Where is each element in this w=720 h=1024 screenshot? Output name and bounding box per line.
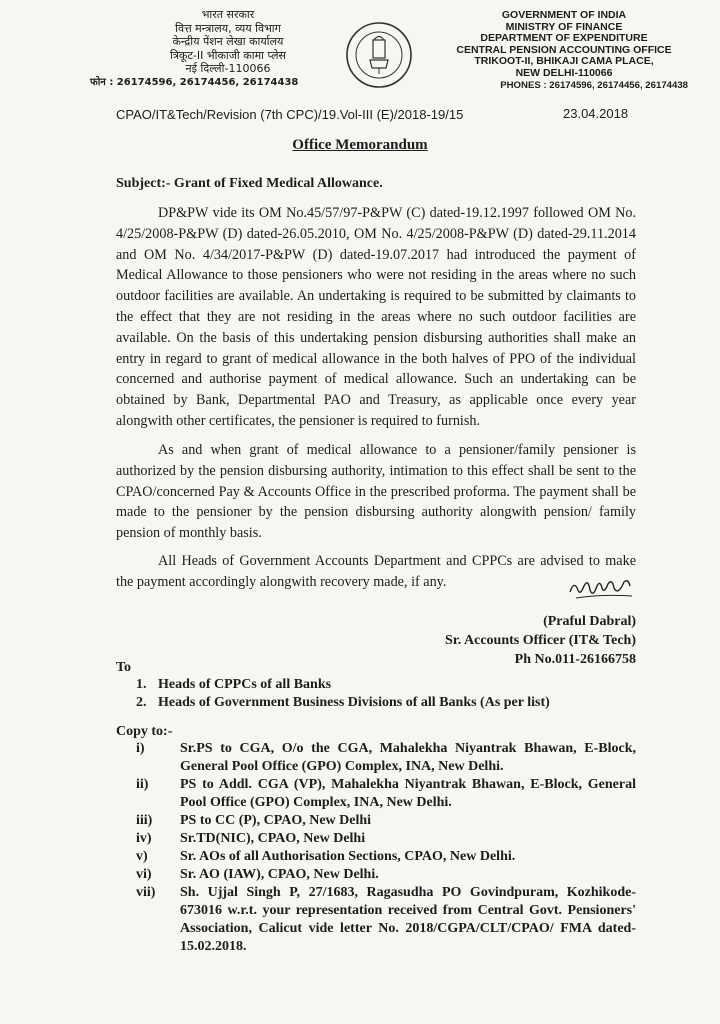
list-item	[136, 676, 696, 694]
item-number: iii)	[136, 813, 153, 828]
item-number: ii)	[136, 777, 149, 792]
reference-number: CPAO/IT&Tech/Revision (7th CPC)/19.Vol-III (E)/2018-19/15	[116, 107, 464, 122]
handwritten-signature-icon	[566, 574, 636, 604]
list-item	[136, 848, 636, 866]
item-text: Sh. Ujjal Singh P, 27/1683, Ragasudha PO Govindpuram, Kozhikode-673016 w.r.t. your representation received from Central Govt. Pensioners' Association, Calicut vide letter No. 2018/CGPA/CLT/CPAO/ FMA dated-15.02.2018.	[180, 885, 636, 954]
body-paragraph-1: DP&PW vide its OM No.45/57/97-P&PW (C) dated-19.12.1997 followed OM No. 4/25/2008-P&PW (D) dated-26.05.2010, OM No. 4/25/2008-P&PW (D) dated-29.11.2014 and OM No. 4/34/2017-P&PW (D) dated-19.07.2017 had introduced the payment of Medical Allowance to those pensioners who were not residing in the areas where no such outdoor facilities are available. An undertaking is required to be submitted by claimants to the effect that they are not residing in the areas where no such outdoor facilities are available. On the basis of this undertaking pension disbursing authorities shall make an entry in regard to grant of medical allowance in the both halves of PPO of the individual concerned and authorise payment of medical allowance. Such an undertaking can be obtained by Bank, Departmental PAO and Treasury, as applicable once every year alongwith other certificates, the pensioner is required to furnish.	[116, 205, 636, 429]
memo-date: 23.04.2018	[563, 106, 629, 121]
item-number: 2.	[136, 695, 147, 710]
item-number: iv)	[136, 831, 152, 846]
body-paragraph-2: As and when grant of medical allowance to a pensioner/family pensioner is authorized by the pension disbursing authority, intimation to this effect shall be sent to the CPAO/concerned Pay & Accounts Office in the prescribed proforma. The payment shall be made to the pensioner by the pension disbursing authority alongwith pension/ family pension of monthly basis.	[116, 442, 636, 542]
item-text: Sr. AO (IAW), CPAO, New Delhi.	[180, 867, 379, 882]
hindi-line: त्रिकूट-II भीकाजी कामा प्लेस	[170, 48, 286, 62]
to-label: To	[116, 660, 132, 675]
english-line: CENTRAL PENSION ACCOUNTING OFFICE	[456, 43, 672, 56]
hindi-phone: फोन : 26174596, 26174456, 26174438	[90, 76, 299, 88]
signatory-name: (Praful Dabral)	[543, 614, 636, 629]
signatory-block	[430, 612, 636, 669]
item-text: Heads of CPPCs of all Banks	[158, 677, 332, 692]
list-item	[136, 740, 636, 776]
item-text: Sr. AOs of all Authorisation Sections, CPAO, New Delhi.	[180, 849, 516, 864]
hindi-line: वित्त मन्त्रालय, व्यय विभाग	[175, 21, 281, 35]
to-list	[136, 676, 696, 712]
english-line: MINISTRY OF FINANCE	[505, 20, 623, 33]
item-number: i)	[136, 741, 145, 756]
item-text: Sr.TD(NIC), CPAO, New Delhi	[180, 831, 366, 846]
emblem-seal-icon	[344, 20, 414, 90]
hindi-line: भारत सरकार	[201, 8, 255, 21]
english-phone: PHONES : 26174596, 26174456, 26174438	[500, 79, 688, 91]
english-line: GOVERNMENT OF INDIA	[501, 9, 627, 21]
item-number: v)	[136, 849, 148, 864]
english-line: TRIKOOT-II, BHIKAJI CAMA PLACE,	[474, 55, 654, 68]
item-text: Sr.PS to CGA, O/o the CGA, Mahalekha Niyantrak Bhawan, E-Block, General Pool Office (GPO) Complex, INA, New Delhi.	[180, 741, 636, 774]
item-text: PS to CC (P), CPAO, New Delhi	[180, 813, 372, 828]
list-item	[136, 776, 636, 812]
hindi-letterhead	[90, 8, 348, 89]
item-text: PS to Addl. CGA (VP), Mahalekha Niyantrak Bhawan, E-Block, General Pool Office (GPO) Complex, INA, New Delhi.	[180, 777, 636, 810]
list-item	[136, 884, 636, 956]
english-line: DEPARTMENT OF EXPENDITURE	[480, 32, 648, 45]
item-number: vii)	[136, 885, 156, 900]
list-item	[136, 694, 696, 712]
copy-to-list	[136, 740, 636, 956]
body-paragraph-3: All Heads of Government Accounts Department and CPPCs are advised to make the payment accordingly alongwith recovery made, if any.	[116, 553, 636, 590]
subject-line: Subject:- Grant of Fixed Medical Allowance.	[116, 176, 383, 191]
copy-to-label: Copy to:-	[116, 724, 173, 739]
list-item	[136, 830, 636, 848]
hindi-line: नई दिल्ली-110066	[185, 62, 271, 75]
item-number: vi)	[136, 867, 152, 882]
item-text: Heads of Government Business Divisions of all Banks (As per list)	[158, 695, 550, 710]
signatory-designation: Sr. Accounts Officer (IT& Tech)	[445, 633, 636, 648]
hindi-line: केन्द्रीय पेंशन लेखा कार्यालय	[172, 35, 284, 48]
english-letterhead	[440, 10, 688, 91]
list-item	[136, 866, 636, 884]
signatory-phone: Ph No.011-26166758	[514, 652, 636, 667]
page-title: Office Memorandum	[292, 137, 428, 153]
list-item	[136, 812, 636, 830]
item-number: 1.	[136, 677, 147, 692]
english-line: NEW DELHI-110066	[515, 66, 613, 79]
